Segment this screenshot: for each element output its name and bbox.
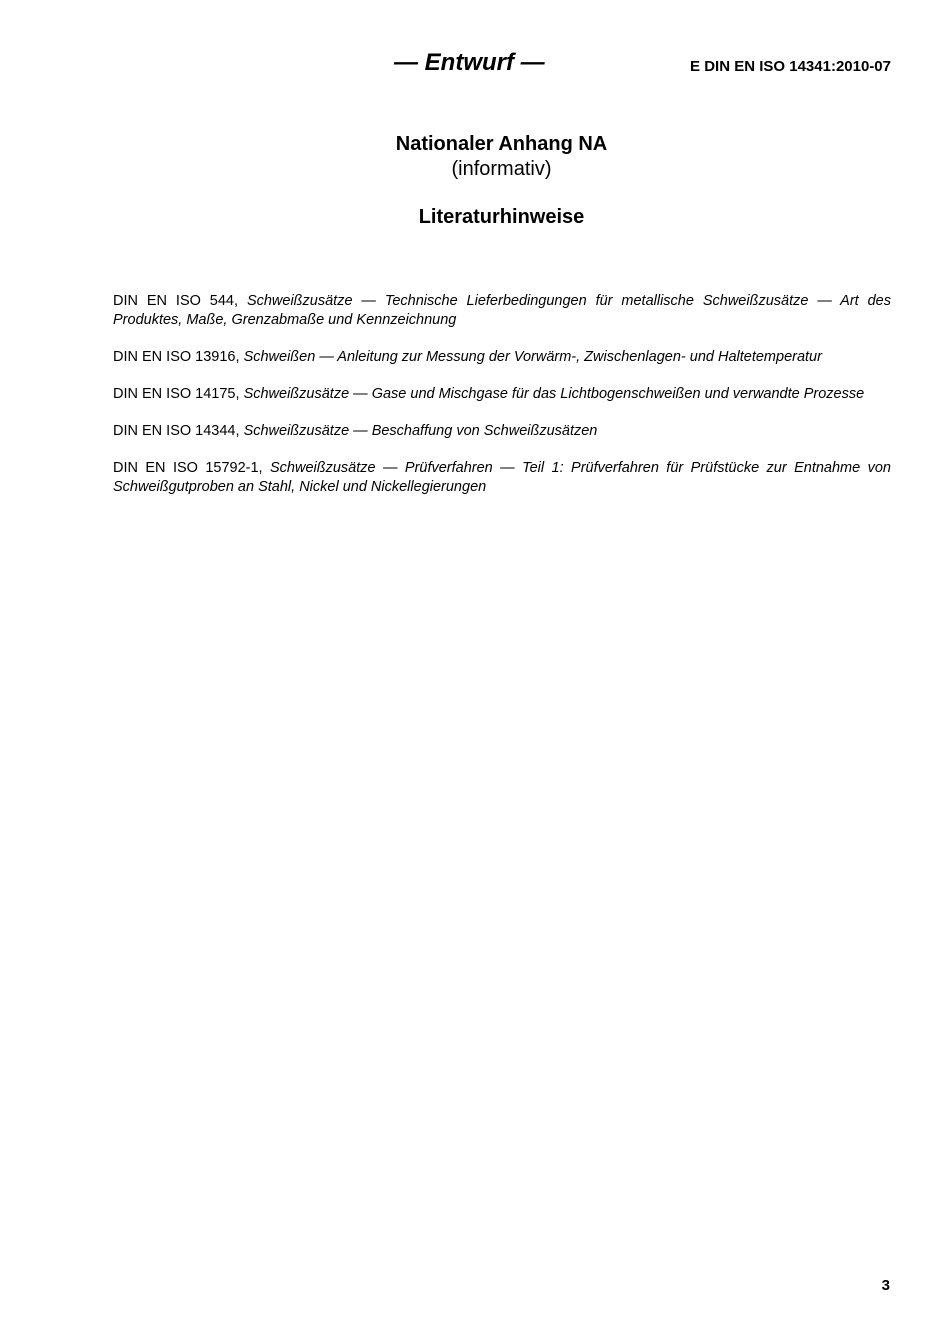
- reference-standard: DIN EN ISO 544,: [113, 293, 239, 309]
- reference-title: Schweißzusätze — Gase und Mischgase für das Lichtbogenschweißen und verwandte Prozesse: [243, 386, 865, 402]
- reference-title: Schweißen — Anleitung zur Messung der Vorwärm-, Zwischenlagen- und Haltetemperatur: [243, 349, 822, 365]
- reference-list: [113, 292, 891, 515]
- page-number: 3: [881, 1277, 890, 1294]
- reference-title: Schweißzusätze — Prüfverfahren — Teil 1: Prüfverfahren für Prüfstücke zur Entnahme von Schweißgutproben an Stahl, Nickel und Nickellegierungen: [113, 460, 891, 495]
- document-number: E DIN EN ISO 14341:2010-07: [690, 58, 891, 75]
- annex-title: Nationaler Anhang NA: [395, 133, 608, 155]
- reference-title: Schweißzusätze — Beschaffung von Schweißzusätzen: [243, 423, 598, 439]
- annex-heading: [0, 132, 950, 182]
- reference-standard: DIN EN ISO 13916,: [113, 349, 240, 365]
- reference-entry: [113, 422, 891, 441]
- reference-standard: DIN EN ISO 15792-1,: [113, 460, 263, 476]
- section-title: Literaturhinweise: [418, 206, 585, 228]
- reference-entry: [113, 459, 891, 497]
- reference-entry: [113, 385, 891, 404]
- draft-mark: — Entwurf —: [394, 49, 545, 76]
- reference-entry: [113, 292, 891, 330]
- reference-standard: DIN EN ISO 14344,: [113, 423, 240, 439]
- reference-title: Schweißzusätze — Technische Lieferbedingungen für metallische Schweißzusätze — Art des Produktes, Maße, Grenzabmaße und Kennzeichnung: [113, 293, 891, 328]
- reference-entry: [113, 348, 891, 367]
- reference-standard: DIN EN ISO 14175,: [113, 386, 240, 402]
- annex-subtitle: (informativ): [451, 158, 552, 180]
